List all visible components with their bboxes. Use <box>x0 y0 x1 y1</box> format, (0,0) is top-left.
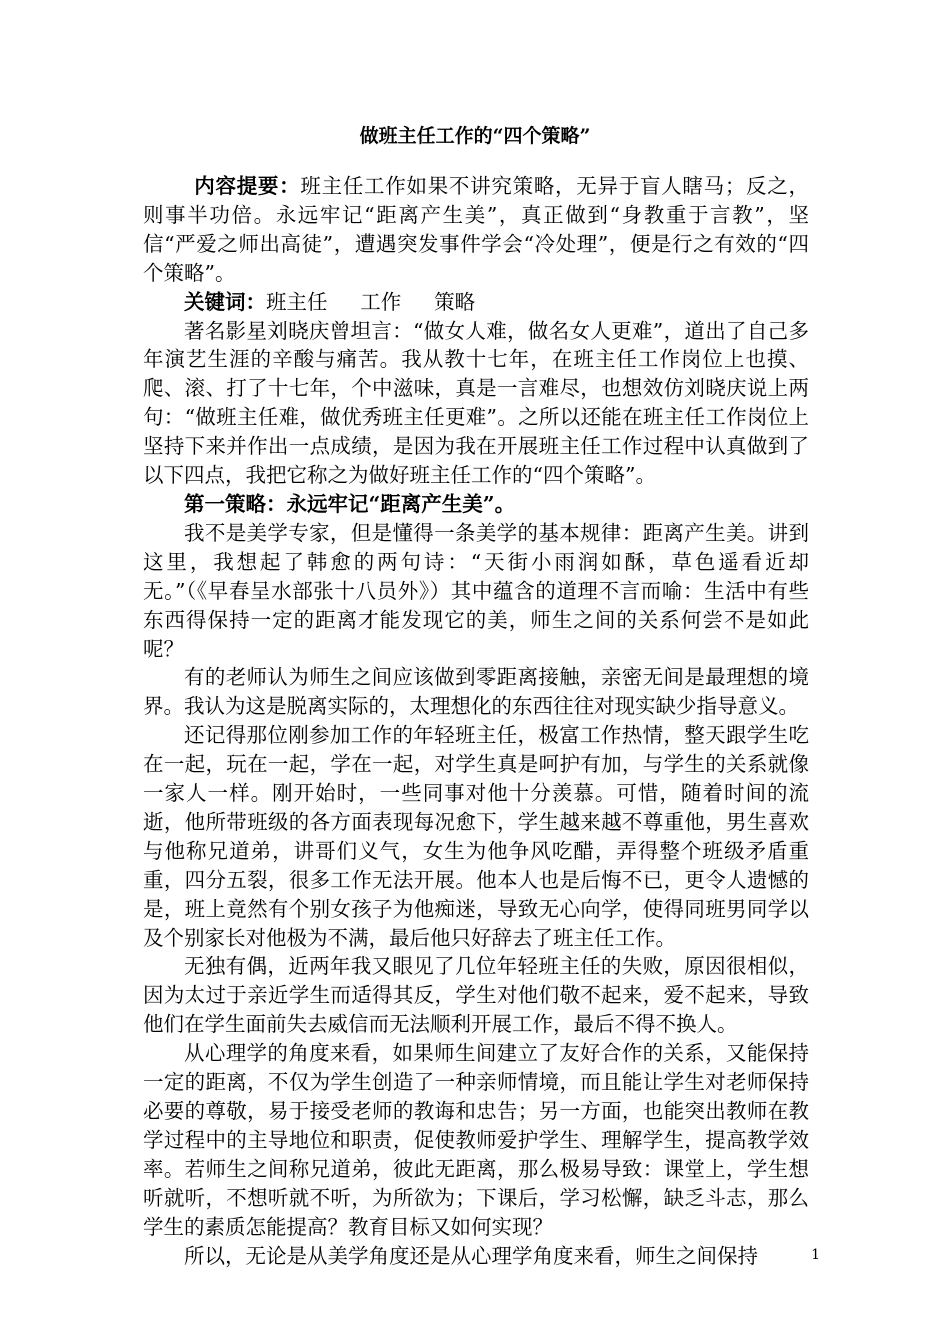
section-paragraph: 有的老师认为师生之间应该做到零距离接触，亲密无间是最理想的境界。我认为这是脱离实际的，太理想化的东西往往对现实缺少指导意义。 <box>143 665 809 719</box>
summary-label: 内容提要： <box>194 174 301 198</box>
page-number: 1 <box>811 1247 820 1263</box>
keyword-item: 班主任 <box>266 289 328 314</box>
keywords-label: 关键词： <box>184 289 266 314</box>
intro-paragraph: 著名影星刘晓庆曾坦言：“做女人难，做名女人更难”，道出了自己多年演艺生涯的辛酸与痛苦。我从教十七年，在班主任工作岗位上也摸、爬、滚、打了十七年，个中滋味，真是一言难尽，也想效仿刘晓庆说上两句：“做班主任难，做优秀班主任更难”。之所以还能在班主任工作岗位上坚持下来并作出一点成绩，是因为我在开展班主任工作过程中认真做到了以下四点，我把它称之为做好班主任工作的“四个策略”。 <box>143 318 809 488</box>
section-paragraph: 从心理学的角度来看，如果师生间建立了友好合作的关系，又能保持一定的距离，不仅为学生创造了一种亲师情境，而且能让学生对老师保持必要的尊敬，易于接受老师的教诲和忠告；另一方面，也能突出教师在教学过程中的主导地位和职责，促使教师爱护学生、理解学生，提高教学效率。若师生之间称兄道弟，彼此无距离，那么极易导致：课堂上，学生想听就听，不想听就不听，为所欲为；下课后，学习松懈，缺乏斗志，那么学生的素质怎能提高？教育目标又如何实现？ <box>143 1041 809 1239</box>
summary-paragraph <box>143 172 809 288</box>
keyword-item: 策略 <box>434 289 476 314</box>
section-paragraph: 还记得那位刚参加工作的年轻班主任，极富工作热情，整天跟学生吃在一起，玩在一起，学在一起，对学生真是呵护有加，与学生的关系就像一家人一样。刚开始时，一些同事对他十分羡慕。可惜，随着时间的流逝，他所带班级的各方面表现每况愈下，学生越来越不尊重他，男生喜欢与他称兄道弟，讲哥们义气，女生为他争风吃醋，弄得整个班级矛盾重重，四分五裂，很多工作无法开展。他本人也是后悔不已，更令人遗憾的是，班上竟然有个别女孩子为他痴迷，导致无心向学，使得同班男同学以及个别家长对他极为不满，最后他只好辞去了班主任工作。 <box>143 723 809 950</box>
section-paragraph: 所以，无论是从美学角度还是从心理学角度来看，师生之间保持 <box>184 1243 758 1268</box>
section-paragraph: 无独有偶，近两年我又眼见了几位年轻班主任的失败，原因很相似，因为太过于亲近学生而适得其反，学生对他们敬不起来，爱不起来，导致他们在学生面前失去威信而无法顺利开展工作，最后不得不换人。 <box>143 954 809 1037</box>
document-body <box>143 172 809 1270</box>
section-heading: 第一策略：永远牢记“距离产生美”。 <box>184 491 516 516</box>
section-paragraph: 我不是美学专家，但是懂得一条美学的基本规律：距离产生美。讲到这里，我想起了韩愈的两句诗：“天街小雨润如酥，草色遥看近却无。”（《早春呈水部张十八员外》）其中蕴含的道理不言而喻：生活中有些东西得保持一定的距离才能发现它的美，师生之间的关系何尝不是如此呢？ <box>143 520 809 661</box>
summary-text: 班主任工作如果不讲究策略，无异于盲人瞎马；反之，则事半功倍。永远牢记“距离产生美”，真正做到“身教重于言教”，坚信“严爱之师出高徒”，遭遇突发事件学会“冷处理”，便是行之有效的“四个策略”。 <box>143 174 810 285</box>
document-title: 做班主任工作的“四个策略” <box>359 125 591 147</box>
keyword-item: 工作 <box>360 289 402 314</box>
keywords-paragraph <box>143 288 809 317</box>
